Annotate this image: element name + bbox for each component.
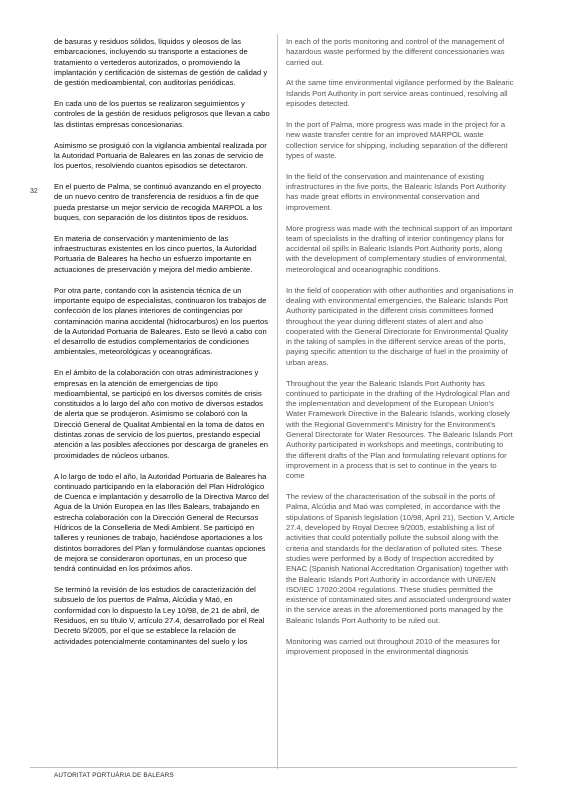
english-paragraph: In the field of cooperation with other authorities and organisations in dealing with environmental emergencies, the Balearic Islands Port Authority participated in the different crisis committees formed throughout the year during different states of alert and also cooperated with the General Directorate for Environmental Quality in the taking of samples in the different service areas of the ports, paying specific attention to the discharge of fuel in the proximity of urban areas. bbox=[286, 285, 514, 367]
spanish-paragraph: A lo largo de todo el año, la Autoridad Portuaria de Baleares ha continuado participando en la elaboración del Plan Hidrológico de Cuenca e implantación y desarrollo de la Directiva Marco del Agua de la Unión Europea en las Illes Balears, trabajando en estrecha colaboración con la Dirección General de Recursos Hídricos de la Conselleria de Medi Ambient. Se participó en talleres y reuniones de trabajo, haciéndose aportaciones a los distintos borradores del Plan y formulándose cuantas opciones de mejora se consideraron oportunas, en un proceso que tendrá continuidad en los próximos años. bbox=[54, 471, 269, 574]
english-paragraph: The review of the characterisation of the subsoil in the ports of Palma, Alcúdia and Maó was completed, in accordance with the stipulations of Spanish legislation (10/98, April 21), Section V, Article 27.4, developed by Royal Decree 9/2005, establishing a list of activities that could potentially pollute the subsoil along with the criteria and standards for the declaration of polluted sites. These studies were performed by a Body of Inspection accredited by ENAC (Spanish National Accreditation Organisation) together with the Balearic Islands Port Authority in accordance with UNE/EN ISO/IEC 17020:2004 regulations. These studies permitted the existence of contaminated sites and associated underground water in the service areas in the aforementioned ports managed by the Balearic Islands Port Authority to be ruled out. bbox=[286, 492, 515, 625]
footer-divider bbox=[30, 767, 517, 768]
english-column bbox=[286, 37, 516, 668]
english-paragraph: Monitoring was carried out throughout 2010 of the measures for improvement proposed in the environmental diagnosis bbox=[286, 636, 501, 656]
footer-publisher: AUTORITAT PORTUÀRIA DE BALEARS bbox=[54, 772, 174, 779]
spanish-paragraph: En el puerto de Palma, se continuó avanzando en el proyecto de un nuevo centro de transferencia de residuos a fin de que pueda prestarse un mejor servicio de recogida MARPOL a los buques, con separación de los distintos tipos de residuos. bbox=[54, 182, 263, 222]
spanish-column bbox=[54, 37, 270, 657]
page-number: 32 bbox=[30, 188, 38, 195]
english-paragraph: In the field of the conservation and maintenance of existing infrastructures in the five ports, the Balearic Islands Port Authority has made great efforts in environmental conservation and improvement. bbox=[286, 171, 506, 212]
english-paragraph: In the port of Palma, more progress was made in the project for a new waste transfer centre for an improved MARPOL waste collection service for shipping, including separation of the different types of waste. bbox=[286, 119, 508, 160]
column-divider bbox=[277, 34, 278, 769]
english-paragraph: More progress was made with the technical support of an important team of specialists in the drafting of interior contingency plans for accidental oil spills in Balearic Islands Port Authority ports, along with the development of complementary studies of environmental, meteorological and oceanographic conditions. bbox=[286, 223, 513, 274]
spanish-paragraph: En cada uno de los puertos se realizaron seguimientos y controles de la gestión de residuos peligrosos que llevan a cabo las distintas empresas concesionarias. bbox=[54, 99, 270, 129]
spanish-paragraph: En el ámbito de la colaboración con otras administraciones y empresas en la atención de emergencias de tipo medioambiental, se participó en los diversos comités de crisis constituidos a lo largo del año con motivo de diversos estados de alerta que se produjeron. Asimismo se colaboró con la Direcció General de Qualitat Ambiental en la toma de datos en distintas zonas de servicio de los puertos, prestando especial atención a las posibles afecciones por descarga de graneles en proximidades de núcleos urbanos. bbox=[54, 368, 269, 460]
english-paragraph: In each of the ports monitoring and control of the management of hazardous waste performed by the different concessionaries was carried out. bbox=[286, 37, 505, 67]
english-paragraph: Throughout the year the Balearic Islands Port Authority has continued to participate in the drafting of the Hydrological Plan and the implementation and development of the European Union’s Water Framework Directive in the Balearic Islands, working closely with the Regional Government’s Ministry for the Environment’s General Directorate for Water Resources. The Balearic Islands Port Authority participated in workshops and meetings, contributing to the different drafts of the Plan and formulating relevant options for improvement in a process that is set to continue in the years to come bbox=[286, 378, 513, 481]
english-paragraph: At the same time environmental vigilance performed by the Balearic Islands Port Authority in port service areas continued, resolving all episodes detected. bbox=[286, 78, 514, 109]
spanish-paragraph: Asimismo se prosiguió con la vigilancia ambiental realizada por la Autoridad Portuaria de Baleares en las zonas de servicio de los puertos, resolviendo cuantos episodios se detectaron. bbox=[54, 140, 267, 171]
spanish-paragraph: Por otra parte, contando con la asistencia técnica de un importante equipo de especialistas, continuaron los trabajos de confección de los planes interiores de contingencias por contaminación marina accidental (hidrocarburos) en los puertos de la Autoridad Portuaria de Baleares. Esto se llevó a cabo con el desarrollo de estudios complementarios de condiciones ambientales, meteorológicas y oceanográficas. bbox=[54, 285, 269, 357]
spanish-paragraph: de basuras y residuos sólidos, líquidos y oleosos de las embarcaciones, incluyendo su transporte a estaciones de tratamiento o vertederos autorizados, o promoviendo la implantación y certificación de sistemas de gestión de calidad y de gestión medioambiental, con auditorías periódicas. bbox=[54, 37, 268, 88]
spanish-paragraph: Se terminó la revisión de los estudios de caracterización del subsuelo de los puertos de Palma, Alcúdia y Maó, en conformidad con lo dispuesto la Ley 10/98, de 21 de abril, de Residuos, en su título V, artículo 27.4, desarrollado por el Real Decreto 9/2005, por el que se establece la relación de actividades potencialmente contaminantes del suelo y los bbox=[54, 585, 265, 646]
spanish-paragraph: En materia de conservación y mantenimiento de las infraestructuras existentes en los cinco puertos, la Autoridad Portuaria de Baleares ha hecho un esfuerzo importante en actuaciones de preservación y mejora del medio ambiente. bbox=[54, 233, 257, 274]
